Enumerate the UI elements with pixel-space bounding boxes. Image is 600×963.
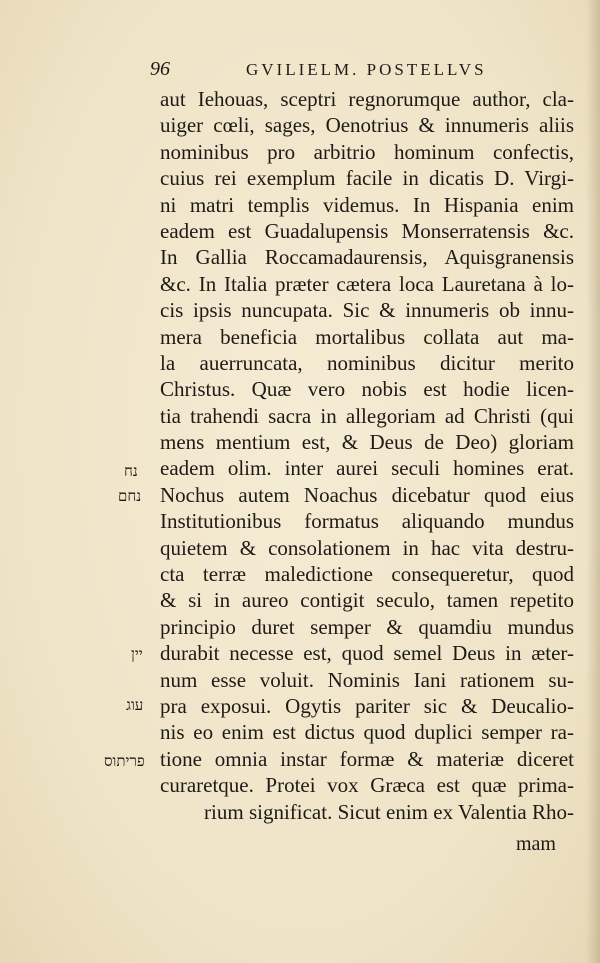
running-head: GVILIELM. POSTELLVS [246,60,487,79]
text-line: aut Iehouas, sceptri regnorumque author, cla- [160,87,574,111]
margin-note: פריתוס [104,752,145,770]
text-line: tione omnia instar formæ & materiæ diceret [160,746,574,771]
text-line: la auerruncata, nominibus dicitur merito [160,350,574,375]
margin-note: נח [124,462,138,480]
text-line: quietem & consolationem in hac vita destru- [160,535,574,560]
text-line: durabit necesse est, quod semel Deus in æter- [160,641,574,666]
text-line: Nochus autem Noachus dicebatur quod eius [160,482,574,507]
text-line: nis eo enim est dictus quod duplici semper ra- [160,720,574,745]
text-line: rium significat. Sicut enim ex Valentia Rho- [204,799,574,824]
margin-note: יין [131,645,143,663]
text-line: pra exposui. Ogytis pariter sic & Deucalio- [160,693,574,718]
text-line: cta terræ maledictione consequeretur, quod [160,562,574,587]
catchword: mam [516,833,556,855]
text-line: uiger cœli, sages, Oenotrius & innumeris aliis [160,113,574,138]
text-line: cuius rei exemplum facile in dicatis D. Virgi- [160,166,574,191]
page-number: 96 [150,58,170,80]
text-line: eadem olim. inter aurei seculi homines erat. [160,456,574,481]
text-line: ni matri templis videmus. In Hispania enim [160,192,574,217]
text-line: In Gallia Roccamadaurensis, Aquisgranensis [160,245,574,270]
text-line: curaretque. Protei vox Græca est quæ prima- [160,773,574,798]
text-line: principio duret semper & quamdiu mundus [160,614,574,639]
text-line: eadem est Guadalupensis Monserratensis &c. [160,218,574,243]
text-line: cis ipsis nuncupata. Sic & innumeris ob innu- [160,298,574,323]
margin-note: עוג [126,696,144,714]
text-line: & si in aureo contigit seculo, tamen repetito [160,588,574,613]
text-line: tia trahendi sacra in allegoriam ad Christi (qui [160,403,574,428]
page-edge-shadow [586,0,600,963]
text-line: nominibus pro arbitrio hominum confectis, [160,139,574,164]
text-line: Institutionibus formatus aliquando mundus [160,509,574,534]
page-header [150,58,570,84]
text-line: num esse voluit. Nominis Iani rationem su- [160,667,574,692]
margin-note: נחם [118,487,142,505]
body-text [160,86,574,825]
text-line: Christus. Quæ vero nobis est hodie licen- [160,377,574,402]
text-line: &c. In Italia præter cætera loca Lauretana à lo- [160,271,574,296]
text-line: mens mentium est, & Deus de Deo) gloriam [160,430,574,455]
text-line: mera beneficia mortalibus collata aut ma- [160,324,574,349]
